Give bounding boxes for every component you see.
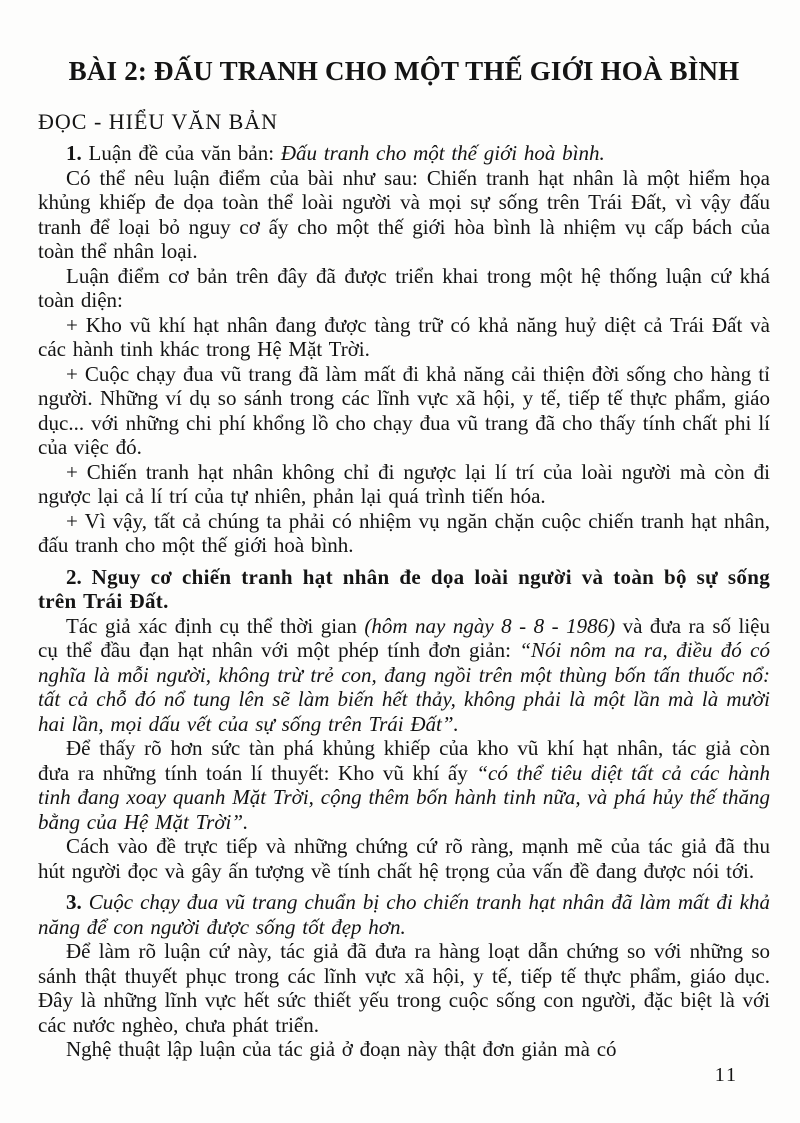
suc-tan-pha-lead: Để thấy rõ hơn sức tàn phá khủng khiếp của kho vũ khí hạt nhân, tác giả còn đưa ra những tính toán lí thuyết: Kho vũ khí ấy — [38, 736, 770, 785]
paragraph-trien-khai: Luận điểm cơ bản trên đây đã được triển khai trong một hệ thống luận cứ khá toàn diện: — [38, 263, 770, 312]
item-2-text: Nguy cơ chiến tranh hạt nhân đe dọa loài người và toàn bộ sự sống trên Trái Đất. — [38, 564, 770, 613]
item-3-heading — [38, 890, 770, 939]
tac-gia-quote: “Nói nôm na ra, điều đó có nghĩa là mỗi người, không trừ trẻ con, đang ngồi trên một thùng bốn tấn thuốc nổ: tất cả chỗ đó nổ tung lên sẽ làm biến hết thảy, không phải là một lần mà là mười hai lần, mọi dấu vết của sự sống trên Trái Đất”. — [38, 638, 770, 736]
tac-gia-mid: và đưa ra số liệu cụ thể đầu đạn hạt nhân với một phép tính đơn giản: — [38, 613, 771, 662]
bullet-chay-dua: + Cuộc chạy đua vũ trang đã làm mất đi khả năng cải thiện đời sống cho hàng tỉ người. Những ví dụ so sánh trong các lĩnh vực xã hội, y tế, tiếp tế thực phẩm, giáo dục... với những chi phí khổng lồ cho chạy đua vũ trang đã cho thấy tính chất phi lí của việc đó. — [38, 361, 770, 459]
item-3-number: 3. — [66, 890, 82, 914]
item-3-text: Cuộc chạy đua vũ trang chuẩn bị cho chiến tranh hạt nhân đã làm mất đi khả năng để con người được sống tốt đẹp hơn. — [38, 890, 770, 939]
item-1-number: 1. — [66, 141, 82, 165]
paragraph-lam-ro: Để làm rõ luận cứ này, tác giả đã đưa ra hàng loạt dẫn chứng so với những so sánh thật thuyết phục trong các lĩnh vực xã hội, y tế, tiếp tế thực phẩm, giáo dục. Đây là những lĩnh vực hết sức thiết yếu trong cuộc sống con người, đặc biệt là với các nước nghèo, chưa phát triển. — [38, 939, 770, 1037]
body-text — [38, 141, 770, 1062]
paragraph-tac-gia — [38, 614, 770, 737]
item-2-heading — [38, 565, 770, 614]
section-heading: ĐỌC - HIỂU VĂN BẢN — [38, 109, 279, 134]
tac-gia-date: (hôm nay ngày 8 - 8 - 1986) — [364, 613, 616, 638]
paragraph-nghe-thuat: Nghệ thuật lập luận của tác giả ở đoạn này thật đơn giản mà có — [66, 1037, 617, 1061]
paragraph-cach-vao-de: Cách vào đề trực tiếp và những chứng cứ rõ ràng, mạnh mẽ của tác giả đã thu hút người đọc và gây ấn tượng về tính chất hệ trọng của vấn đề đang được nói tới. — [38, 834, 770, 883]
bullet-kho-vu-khi: + Kho vũ khí hạt nhân đang được tàng trữ có khả năng huỷ diệt cả Trái Đất và các hành tinh khác trong Hệ Mặt Trời. — [38, 312, 770, 361]
item-1-work-title: Đấu tranh cho một thế giới hoà bình. — [280, 141, 605, 165]
paragraph-luan-diem: Có thể nêu luận điểm của bài như sau: Chiến tranh hạt nhân là một hiểm họa khủng khiếp đe dọa toàn thể loài người và mọi sự sống trên Trái Đất, vì vậy đấu tranh để loại bỏ nguy cơ ấy cho một thế giới hòa bình là nhiệm vụ cấp bách của toàn thể nhân loại. — [38, 165, 770, 263]
lesson-title: BÀI 2: ĐẤU TRANH CHO MỘT THẾ GIỚI HOÀ BÌNH — [68, 56, 740, 86]
item-1-label: Luận đề của văn bản: — [81, 141, 281, 165]
tac-gia-lead: Tác giả xác định cụ thể thời gian — [66, 613, 365, 638]
item-2-number: 2. — [66, 564, 82, 589]
item-1-heading — [38, 141, 770, 166]
paragraph-suc-tan-pha — [38, 736, 770, 834]
suc-tan-pha-quote: “có thể tiêu diệt tất cả các hành tinh đang xoay quanh Mặt Trời, cộng thêm bốn hành tinh nữa, và phá hủy thế thăng bằng của Hệ Mặt Trời”. — [38, 760, 770, 834]
bullet-vi-vay: + Vì vậy, tất cả chúng ta phải có nhiệm vụ ngăn chặn cuộc chiến tranh hạt nhân, đấu tranh cho một thế giới hoà bình. — [38, 508, 770, 557]
bullet-nguoc-li-tri: + Chiến tranh hạt nhân không chỉ đi ngược lại lí trí của loài người mà còn đi ngược lại cả lí trí của tự nhiên, phản lại quá trình tiến hóa. — [38, 459, 770, 508]
page-number: 11 — [714, 1064, 738, 1086]
